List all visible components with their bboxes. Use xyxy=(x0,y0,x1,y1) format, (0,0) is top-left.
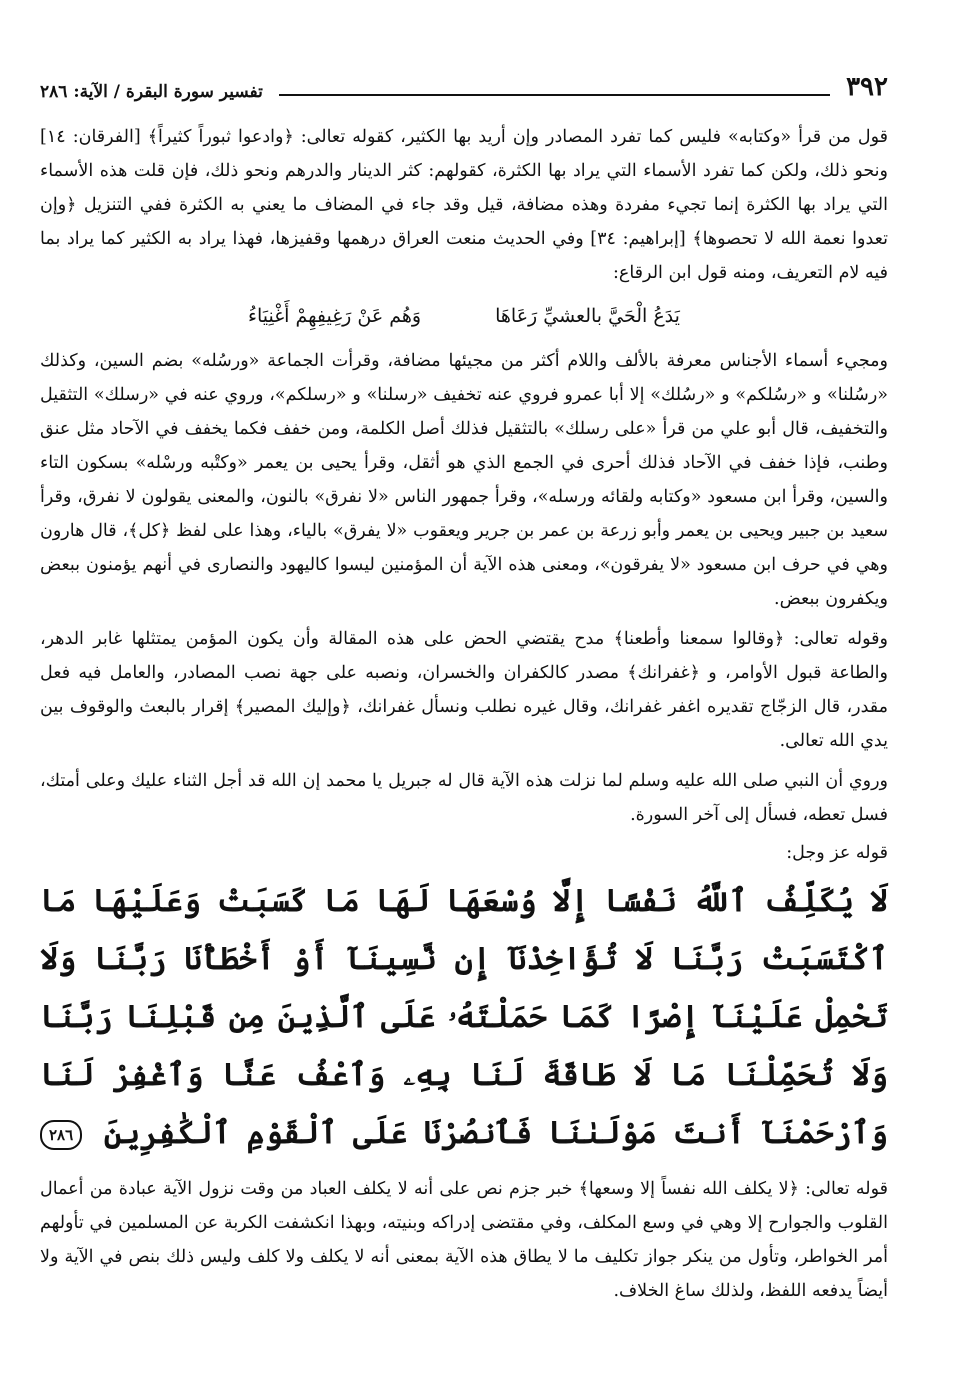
poem-hemistich-1: يَدَعُ الْحَيَّ بالعشيِّ رَعَاهَا xyxy=(495,305,680,327)
running-title: تفسير سورة البقرة / الآية: ٢٨٦ xyxy=(40,82,263,102)
quran-verse-text: لَا يُكَلِّفُ ٱللَّهُ نَفْسًا إِلَّا وُسْعَهَا لَهَا مَا كَسَبَتْ وَعَلَيْهَا مَا ٱكْتَسَبَتْ رَبَّنَا لَا تُؤَاخِذْنَآ إِن نَّسِينَآ أَوْ أَخْطَأْنَا رَبَّنَا وَلَا تَحْمِلْ عَلَيْنَآ إِصْرًا كَمَا حَمَلْتَهُۥ عَلَى ٱلَّذِينَ مِن قَبْلِنَا رَبَّنَا وَلَا تُحَمِّلْنَا مَا لَا طَاقَةَ لَنَا بِهِۦ وَٱعْفُ عَنَّا وَٱغْفِرْ لَنَا وَٱرْحَمْنَآ أَنتَ مَوْلَىٰنَا فَٱنصُرْنَا عَلَى ٱلْقَوْمِ ٱلْكَٰفِرِينَ xyxy=(40,883,888,1151)
paragraph-3: وقوله تعالى: ﴿وقالوا سمعنا وأطعنا﴾ مدح يقتضي الحض على هذه المقالة وأن يكون المؤمن يمتثلها غابر الدهر، والطاعة قبول الأوامر، و ﴿غفرانك﴾ مصدر كالكفران والخسران، ونصبه على جهة نصب المصادر، والعامل فيه فعل مقدر، قال الزجّاج تقديره اغفر غفرانك، وقال غيره نطلب ونسأل غفرانك، ﴿وإليك المصير﴾ إقرار بالبعث والوقوف بين يدي الله تعالى. xyxy=(40,629,888,751)
page-header xyxy=(40,62,888,102)
ayah-number-marker: ٢٨٦ xyxy=(40,1120,82,1150)
paragraph-2: ومجيء أسماء الأجناس معرفة بالألف واللام أكثر من مجيئها مضافة، وقرأت الجماعة «ورسُله» بضم السين، وكذلك «رسُلنا» و «رسُلكم» و «رسُلك» إلا أبا عمرو فروي عنه تخفيف «رسلنا» و «رسلكم»، وروي عنه في «رسلك» التثقيل والتخفيف، قال أبو علي من قرأ «على رسلك» بالتثقيل فذلك أصل الكلمة، ومن خفف فكما يخفف في الآحاد مثل عنق وطنب، فإذا خفف في الآحاد فذلك أحرى في الجمع الذي هو أثقل، وقرأ يحيى بن يعمر «وكتْبه ورسْله» بسكون التاء والسين، وقرأ ابن مسعود «وكتابه ولقائه ورسله»، وقرأ جمهور الناس «لا نفرق» بالنون، والمعنى يقولون لا نفرق، وقرأ سعيد بن جبير ويحيى بن يعمر وأبو زرعة بن عمر بن جرير ويعقوب «لا يفرق» بالياء، وهذا على لفظ ﴿كل﴾، قال هارون وهي في حرف ابن مسعود «لا يفرقون»، ومعنى هذه الآية أن المؤمنين ليسوا كاليهود والنصارى في أنهم يؤمنون ببعض ويكفرون ببعض. xyxy=(40,351,888,609)
paragraph-4: وروي أن النبي صلى الله عليه وسلم لما نزلت هذه الآية قال له جبريل يا محمد إن الله قد أجل الثناء عليك وعلى أمتك، فسل تعطه، فسأل إلى آخر السورة. xyxy=(40,771,888,825)
page-body xyxy=(40,120,888,1308)
page-number: ٣٩٢ xyxy=(846,72,888,102)
paragraph-1: قول من قرأ «وكتابه» فليس كما تفرد المصادر وإن أريد بها الكثير، كقوله تعالى: ﴿وادعوا ثبوراً كثيراً﴾ [الفرقان: ١٤] ونحو ذلك، ولكن كما تفرد الأسماء التي يراد بها الكثرة، كقولهم: كثر الدينار والدرهم ونحو ذلك، فإن قلت هذه الأسماء التي يراد بها الكثرة إنما تجيء مفردة وهذه مضافة، قيل وقد جاء في المضاف ما يعني به الكثرة ففي التنزيل ﴿وإن تعدوا نعمة الله لا تحصوها﴾ [إبراهيم: ٣٤] وفي الحديث منعت العراق درهمها وقفيزها، فهذا يراد به الكثير كما يراد بما فيه لام التعريف، ومنه قول ابن الرقاع: xyxy=(40,127,888,283)
quran-intro: قوله عز وجل: xyxy=(786,843,888,863)
quran-verse-block xyxy=(40,872,888,1162)
poem-hemistich-2: وَهُم عَنْ رَغِيفِهِمْ أَغْنِيَاءُ xyxy=(248,305,422,327)
poem-verse xyxy=(40,296,888,336)
header-rule xyxy=(279,94,830,96)
paragraph-5: قوله تعالى: ﴿لا يكلف الله نفساً إلا وسعها﴾ خبر جزم نص على أنه لا يكلف العباد من وقت نزول الآية عبادة من أعمال القلوب والجوارح إلا وهي في وسع المكلف، وفي مقتضى إدراكه وبنيته، وبهذا انكشفت الكربة عن المسلمين في تأولهم أمر الخواطر، وتأول من ينكر جواز تكليف ما لا يطاق هذه الآية بمعنى أنه لا يكلف ولا كلف وليس ذلك بنص في الآية ولا أيضاً يدفعه اللفظ، ولذلك ساغ الخلاف. xyxy=(40,1179,888,1301)
